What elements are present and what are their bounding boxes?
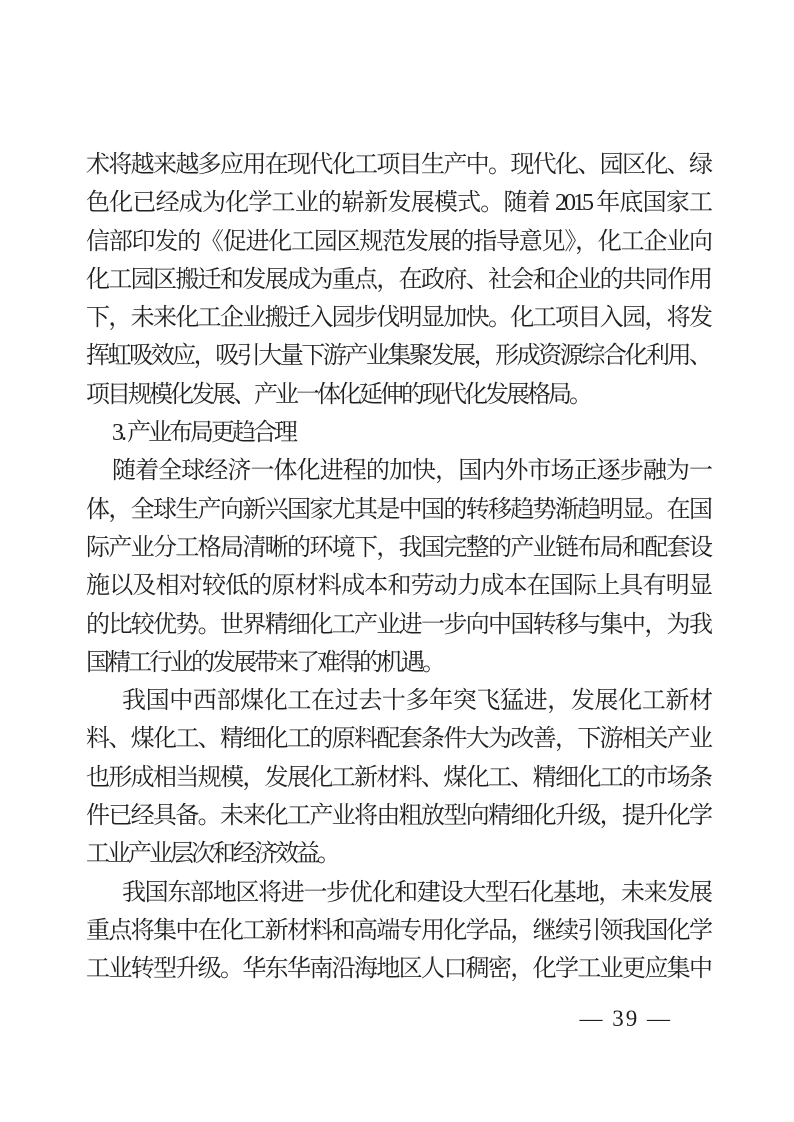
text-line: 下，未来化工企业搬迁入园步伐明显加快。化工项目入园，将发 [86,305,710,332]
text-line: 信部印发的《促进化工园区规范发展的指导意见》，化工企业向 [86,228,710,255]
text-line: 工业产业层次和经济效益。 [86,841,338,868]
text-line: 国精工行业的发展带来了难得的机遇。 [86,649,443,676]
text-line: 的比较优势。世界精细化工产业进一步向中国转移与集中，为我 [86,611,710,638]
text-line: 际产业分工格局清晰的环境下，我国完整的产业链布局和配套设 [86,534,710,561]
text-line: 我国中西部煤化工在过去十多年突飞猛进，发展化工新材 [122,688,710,715]
text-line: 也形成相当规模，发展化工新材料、煤化工、精细化工的市场条 [86,764,710,791]
text-line: 工业转型升级。华东华南沿海地区人口稠密，化学工业更应集中 [86,956,710,983]
text-block [86,146,710,989]
text-line: 术将越来越多应用在现代化工项目生产中。现代化、园区化、绿 [86,152,710,178]
text-line: 料、煤化工、精细化工的原料配套条件大为改善，下游相关产业 [86,726,710,753]
text-line: 随着全球经济一体化进程的加快，国内外市场正逐步融为一 [112,458,710,485]
text-line: 施以及相对较低的原材料成本和劳动力成本在国际上具有明显 [86,573,710,600]
text-line: 重点将集中在化工新材料和高端专用化学品，继续引领我国化学 [86,917,710,944]
text-line: 化工园区搬迁和发展成为重点，在政府、社会和企业的共同作用 [86,266,710,293]
text-line: 项目规模化发展、产业一体化延伸的现代化发展格局。 [86,381,590,408]
section-heading: 3. 产业布局更趋合理 [112,420,295,447]
text-line: 体，全球生产向新兴国家尤其是中国的转移趋势渐趋明显。在国 [86,496,710,523]
text-line: 我国东部地区将进一步优化和建设大型石化基地，未来发展 [122,879,710,906]
text-line: 挥虹吸效应，吸引大量下游产业集聚发展，形成资源综合化利用、 [86,343,710,370]
text-line: 件已经具备。未来化工产业将由粗放型向精细化升级，提升化学 [86,803,710,830]
page-number: — 39 — [579,1006,672,1031]
text-line: 色化已经成为化学工业的崭新发展模式。随着 2015 年底国家工 [86,190,710,217]
